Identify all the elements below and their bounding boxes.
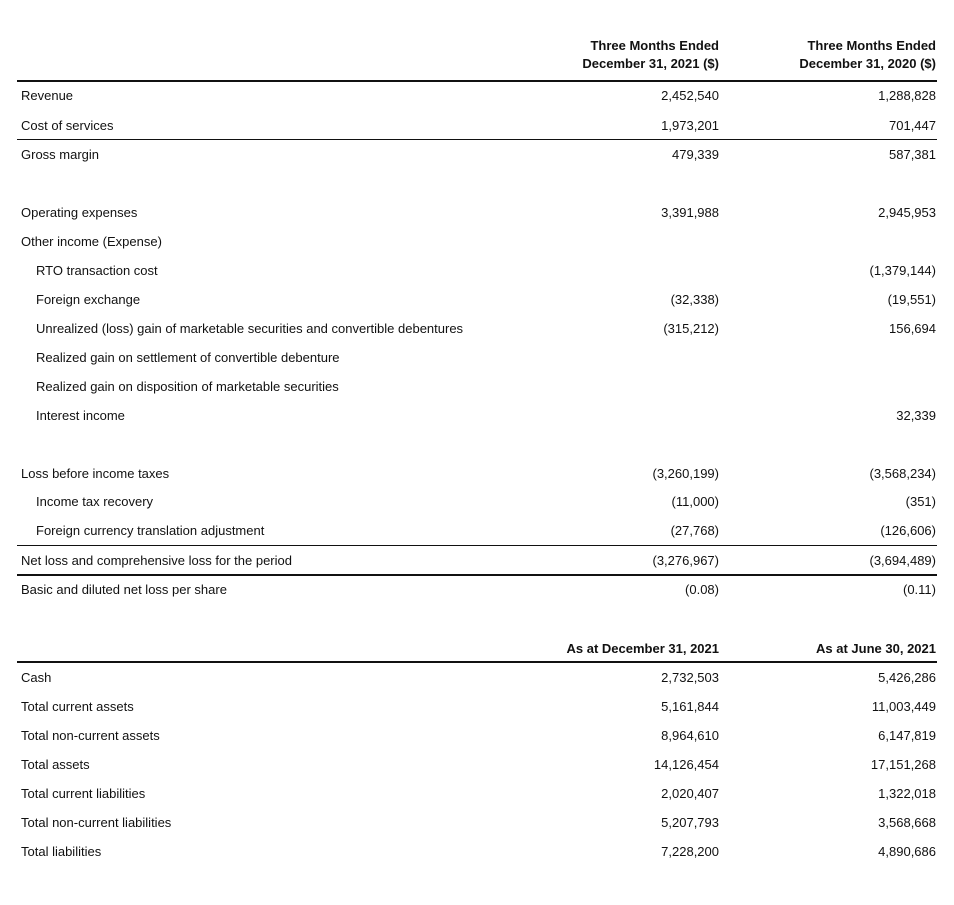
- row-value-fx-translation-adjustment-2021: (27,768): [670, 523, 719, 538]
- row-label-income-tax-recovery: Income tax recovery: [36, 494, 154, 509]
- row-label-foreign-exchange: Foreign exchange: [36, 292, 141, 307]
- row-label-total-assets: Total assets: [21, 757, 90, 772]
- row-value-unrealized-gain-2020: 156,694: [889, 321, 936, 336]
- subtotal-rule: [17, 139, 937, 140]
- row-value-net-loss-per-share-2020: (0.11): [903, 582, 936, 597]
- subtotal-rule: [17, 545, 937, 546]
- row-label-interest-income: Interest income: [36, 408, 125, 423]
- col-header-dec-2021: As at December 31, 2021: [566, 641, 719, 656]
- row-value-cash-jun-2021: 5,426,286: [878, 670, 936, 685]
- row-value-total-assets-dec-2021: 14,126,454: [653, 757, 719, 772]
- row-value-total-liabilities-dec-2021: 7,228,200: [661, 844, 719, 859]
- row-label-realized-gain-settlement: Realized gain on settlement of convertible debenture: [36, 350, 340, 365]
- row-label-total-current-assets: Total current assets: [21, 699, 134, 714]
- row-value-operating-expenses-2021: 3,391,988: [661, 205, 719, 220]
- row-value-gross-margin-2021: 479,339: [672, 147, 719, 162]
- row-value-revenue-2020: 1,288,828: [878, 88, 936, 103]
- row-value-income-tax-recovery-2020: (351): [905, 494, 936, 509]
- row-value-cost-of-services-2020: 701,447: [889, 118, 936, 133]
- row-label-realized-gain-disposition: Realized gain on disposition of marketable securities: [36, 379, 339, 394]
- col-header-line2: December 31, 2021 ($): [582, 56, 719, 71]
- total-rule: [17, 574, 937, 576]
- row-value-total-current-liabilities-dec-2021: 2,020,407: [661, 786, 719, 801]
- row-value-total-liabilities-jun-2021: 4,890,686: [878, 844, 936, 859]
- row-value-cost-of-services-2021: 1,973,201: [661, 118, 719, 133]
- row-label-cost-of-services: Cost of services: [21, 118, 114, 133]
- col-header-line1: Three Months Ended: [590, 38, 719, 53]
- row-value-revenue-2021: 2,452,540: [661, 88, 719, 103]
- col-header-q3-2020: [799, 37, 936, 73]
- row-value-foreign-exchange-2020: (19,551): [887, 292, 936, 307]
- row-value-net-loss-2021: (3,276,967): [652, 553, 719, 568]
- row-label-revenue: Revenue: [21, 88, 74, 103]
- row-value-net-loss-2020: (3,694,489): [869, 553, 936, 568]
- col-header-line2: December 31, 2020 ($): [799, 56, 936, 71]
- row-value-total-current-assets-dec-2021: 5,161,844: [661, 699, 719, 714]
- row-value-total-non-current-liabilities-dec-2021: 5,207,793: [661, 815, 719, 830]
- row-label-net-loss-per-share: Basic and diluted net loss per share: [21, 582, 227, 597]
- row-label-rto-transaction-cost: RTO transaction cost: [36, 263, 158, 278]
- row-value-fx-translation-adjustment-2020: (126,606): [880, 523, 936, 538]
- row-value-total-assets-jun-2021: 17,151,268: [870, 757, 936, 772]
- row-label-operating-expenses: Operating expenses: [21, 205, 138, 220]
- row-label-total-non-current-assets: Total non-current assets: [21, 728, 160, 743]
- row-label-net-loss: Net loss and comprehensive loss for the period: [21, 553, 292, 568]
- col-header-q3-2021: [582, 37, 719, 73]
- row-value-operating-expenses-2020: 2,945,953: [878, 205, 936, 220]
- row-label-total-current-liabilities: Total current liabilities: [21, 786, 146, 801]
- col-header-line1: Three Months Ended: [807, 38, 936, 53]
- row-label-gross-margin: Gross margin: [21, 147, 100, 162]
- row-value-income-tax-recovery-2021: (11,000): [671, 494, 719, 509]
- row-label-total-liabilities: Total liabilities: [21, 844, 102, 859]
- row-value-total-current-liabilities-jun-2021: 1,322,018: [878, 786, 936, 801]
- header-rule: [17, 661, 937, 663]
- row-value-loss-before-taxes-2021: (3,260,199): [652, 466, 719, 481]
- row-value-total-non-current-liabilities-jun-2021: 3,568,668: [878, 815, 936, 830]
- row-value-unrealized-gain-2021: (315,212): [663, 321, 719, 336]
- row-label-total-non-current-liabilities: Total non-current liabilities: [21, 815, 172, 830]
- row-value-total-non-current-assets-jun-2021: 6,147,819: [878, 728, 936, 743]
- row-value-net-loss-per-share-2021: (0.08): [685, 582, 719, 597]
- row-label-fx-translation-adjustment: Foreign currency translation adjustment: [36, 523, 265, 538]
- header-rule: [17, 80, 937, 82]
- row-value-interest-income-2020: 32,339: [896, 408, 936, 423]
- row-label-cash: Cash: [21, 670, 52, 685]
- col-header-jun-2021: As at June 30, 2021: [816, 641, 936, 656]
- row-value-gross-margin-2020: 587,381: [889, 147, 936, 162]
- row-label-unrealized-gain: Unrealized (loss) gain of marketable securities and convertible debentures: [36, 321, 464, 336]
- row-label-other-income: Other income (Expense): [21, 234, 162, 249]
- row-value-foreign-exchange-2021: (32,338): [670, 292, 719, 307]
- row-value-loss-before-taxes-2020: (3,568,234): [869, 466, 936, 481]
- row-label-loss-before-taxes: Loss before income taxes: [21, 466, 170, 481]
- row-value-total-current-assets-jun-2021: 11,003,449: [871, 699, 936, 714]
- row-value-cash-dec-2021: 2,732,503: [661, 670, 719, 685]
- row-value-rto-transaction-cost-2020: (1,379,144): [869, 263, 936, 278]
- row-value-total-non-current-assets-dec-2021: 8,964,610: [661, 728, 719, 743]
